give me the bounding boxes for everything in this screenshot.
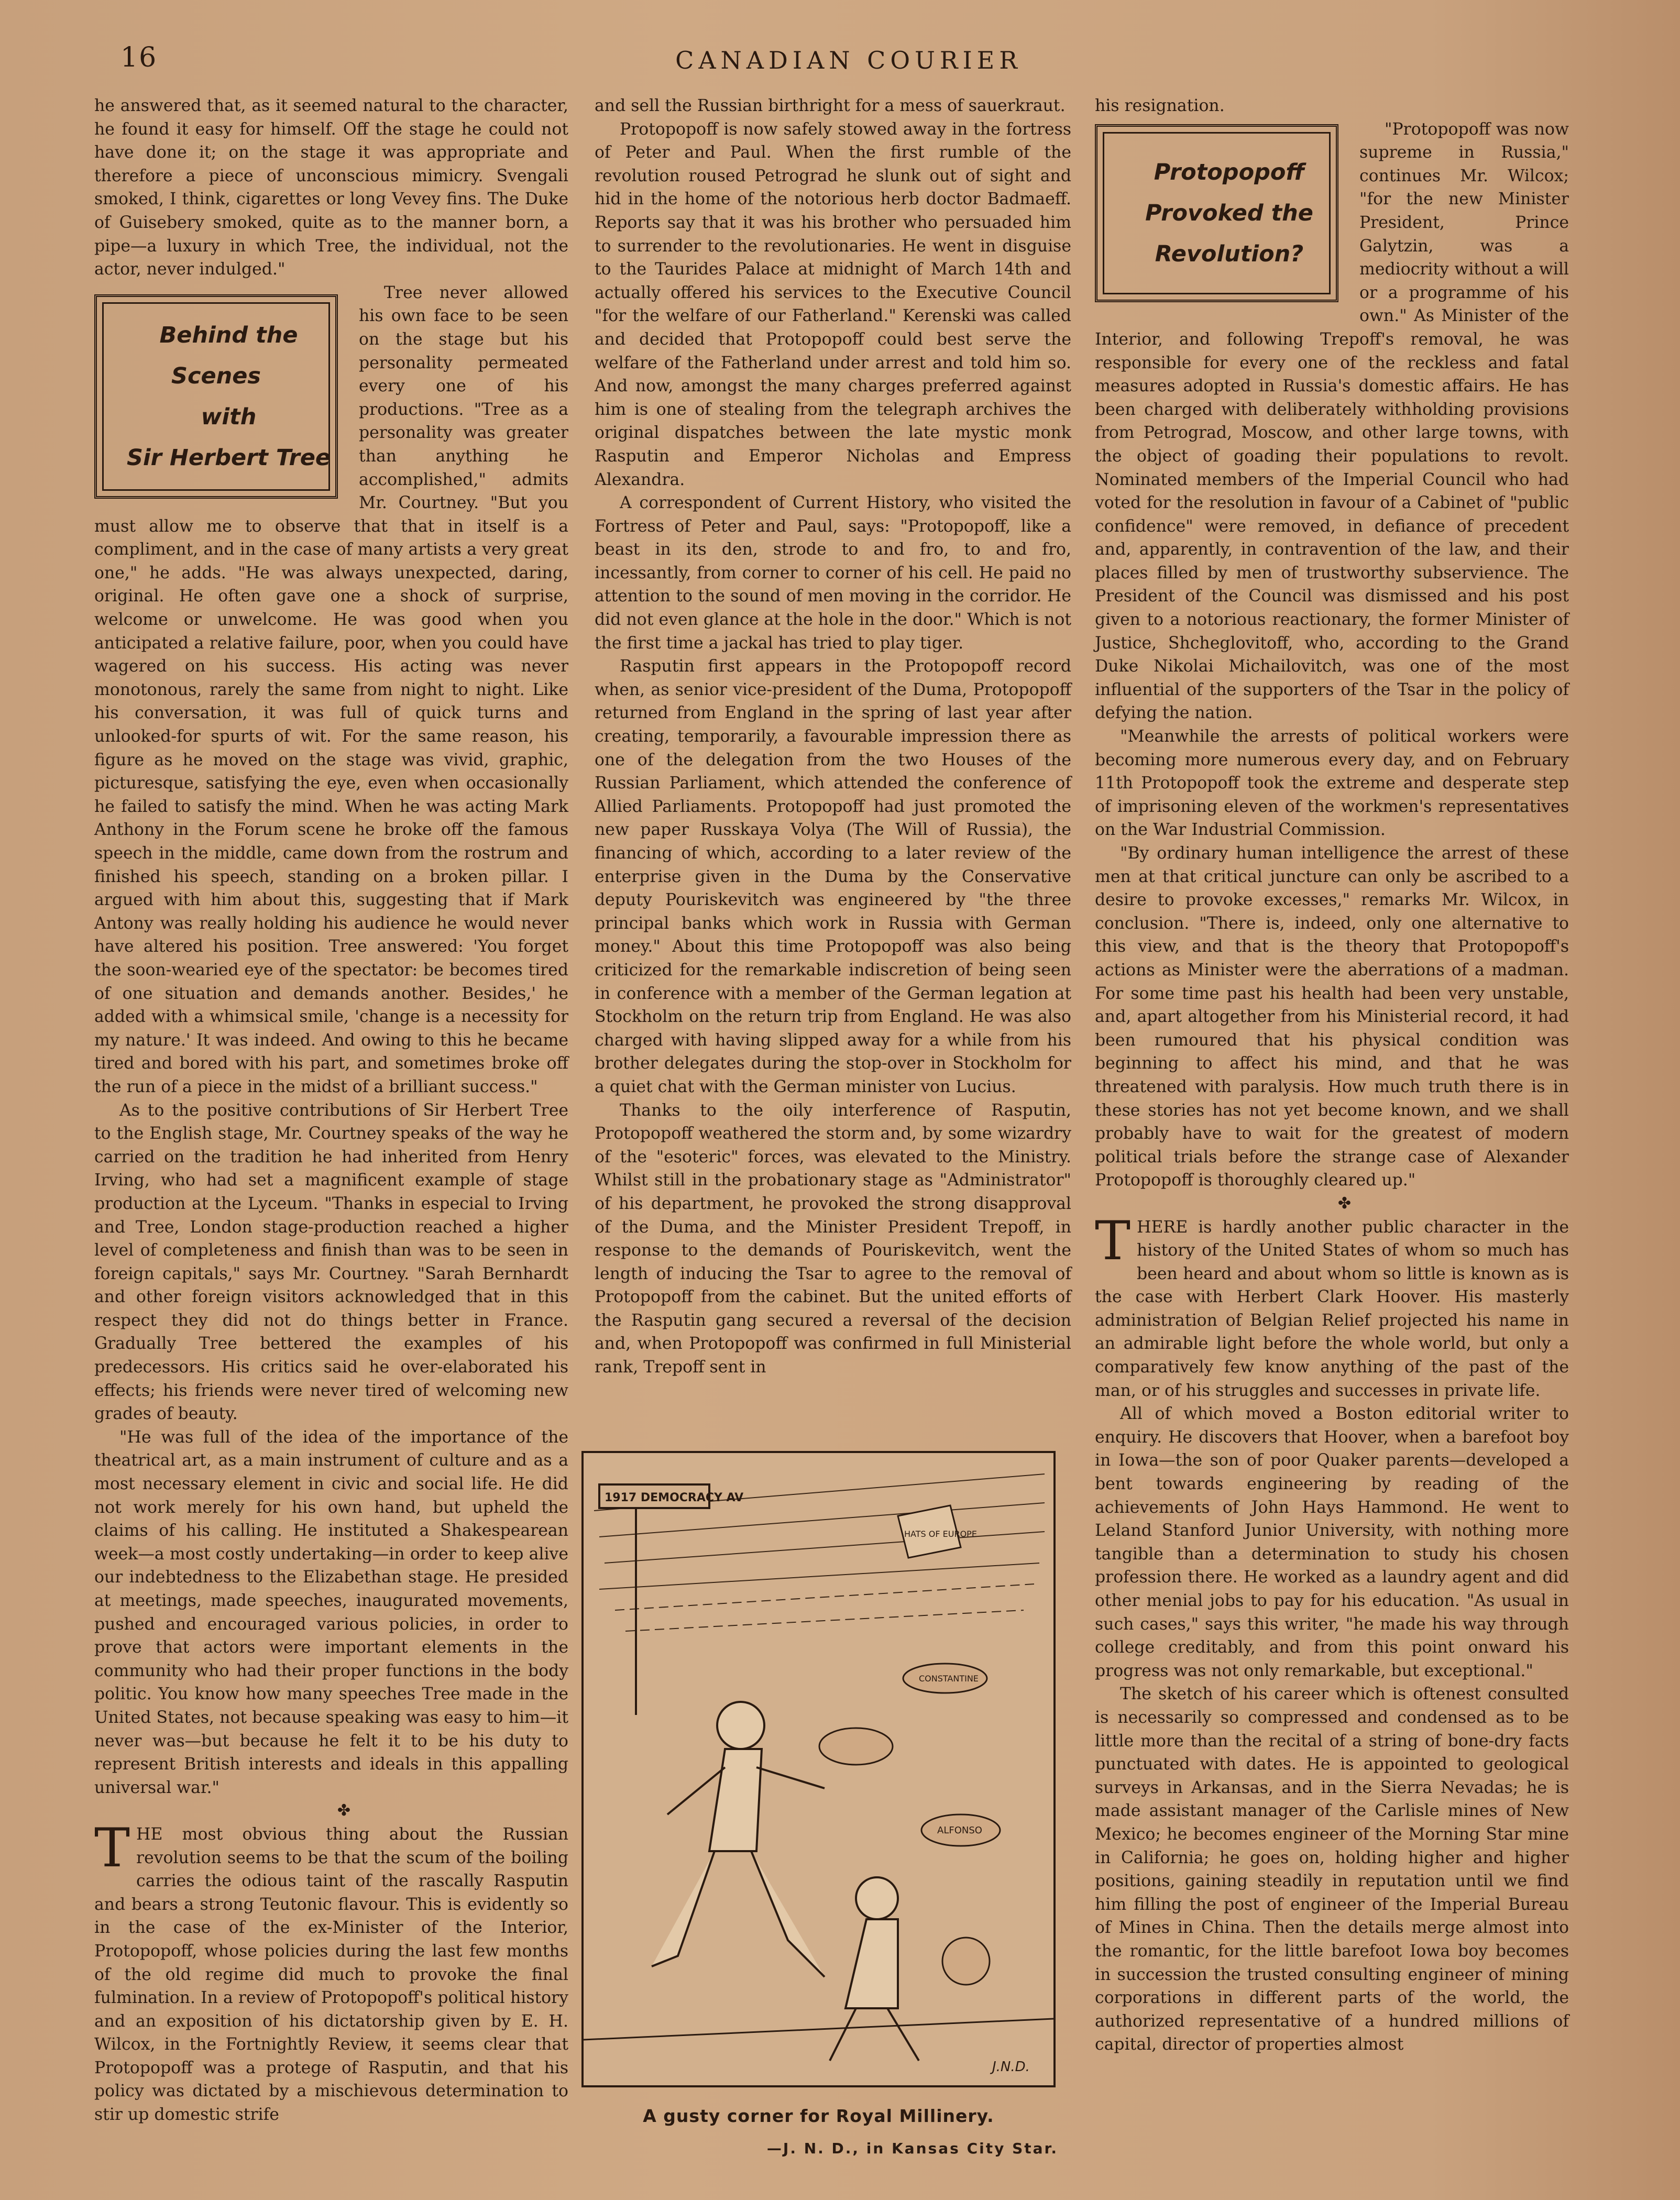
paragraph: his resignation.	[1095, 96, 1225, 115]
pull-quote-line: with	[201, 403, 257, 430]
paragraph: The sketch of his career which is oftenest consulted is necessarily so compressed and condensed as to be little more than the recital of a string of bone-dry facts punctuated with dates. He is appointed to geological surveys in Arkansas, and in the Sierra Nevadas; he is made assistant manager of the Carlisle mines of New Mexico; he becomes engineer of the Morning Star mine in California; he goes on, holding higher and higher positions, gaining steadily in reputation until we find him filling the post of engineer of the Imperial Bureau of Mines in China. Then the details merge almost into the romantic, for the little barefoot Iowa boy becomes in succession the trusted consulting engineer of mining corporations in different parts of the world, the authorized representative of a hundred millions of capital, director of properties almost	[1095, 1685, 1569, 2054]
pull-quote-line: Provoked the	[1145, 200, 1313, 226]
column-middle	[595, 94, 1071, 1379]
paragraph: As to the positive contributions of Sir Herbert Tree to the English stage, Mr. Courtney speaks of the way he carried on the tradition he had inherited from Henry Irving, who had set a magnificent example of stage production at the Lyceum. "Thanks in especial to Irving and Tree, London stage-production reached a higher level of completeness and finish than was to be seen in foreign capitals," says Mr. Courtney. "Sarah Bernhardt and other foreign visitors acknowledged that in this respect they did not do things better in France. Gradually Tree bettered the examples of his predecessors. His critics said he over-elaborated his effects; his friends were never tired of welcoming new grades of beauty.	[94, 1101, 568, 1424]
publication-title: CANADIAN COURIER	[675, 46, 1022, 74]
cartoon-illustration	[584, 1453, 1053, 2085]
artist-signature: J.N.D.	[992, 2059, 1030, 2075]
pull-quote-line: Protopopoff	[1154, 159, 1305, 185]
paragraph: A correspondent of Current History, who visited the Fortress of Peter and Paul, says: "Protopopoff, like a beast in its den, strode to and fro, to and fro, incessantly, from corner to corner of his cell. He paid no attention to the sound of men moving in the corridor. He did not even glance at the hole in the door." Which is not the first time a jackal has tried to play tiger.	[595, 493, 1071, 653]
paragraph	[94, 281, 568, 1099]
pull-quote-line: Behind the Scenes	[159, 322, 298, 389]
running-figure	[652, 1702, 825, 1977]
section-ornament: ✤	[1337, 1194, 1352, 1213]
paragraph-text: "Protopopoff was now supreme in Russia," continues Mr. Wilcox; "for the new Minister President, Prince Galytzin, was a mediocrity without a will or a programme of his own." As Minister of the Interior, and following Trepoff's removal, he was responsible for every one of the reckless and fatal measures adopted in Russia's domestic affairs. He has been charged with deliberately withholding provisions from Petrograd, Moscow, and other large towns, with the object of goading their populations to revolt. Nominated members of the Imperial Council who had voted for the resolution in favour of a Cabinet of "public confidence" were removed, in defiance of precedent and, apparently, in contravention of the law, and their places filled by men of trustworthy subservience. The President of the Council was dismissed and his post given to a notorious reactionary, the former Minister of Justice, Shcheglovitoff, who, according to the Grand Duke Nikolai Michailovitch, was one of the most influential of the supporters of the Tsar in the policy of defying the nation.	[1095, 119, 1569, 723]
paragraph-text: Tree never allowed his own face to be seen on the stage but his personality permeated every one of his productions. "Tree as a personality was greater than anything he accomplished," admits Mr. Courtney. "But you must allow me to observe that that in itself is a compliment, and in the case of many artists a very great one," he adds. "He was always unexpected, daring, original. He often gave one a shock of surprise, welcome or unwelcome. He was good when you anticipated a relative failure, poor, when you could have wagered on his success. His acting was never monotonous, rarely the same from night to night. Like his conversation, it was full of quick turns and unlooked-for spurts of wit. For the same reason, his figure as he moved on the stage was vivid, graphic, picturesque, satisfying the eye, even when occasionally he failed to satisfy the mind. When he was acting Mark Anthony in the Forum scene he broke off the famous speech in the middle, came down from the rostrum and finished his speech, standing on a broken pillar. I argued with him about this, suggesting that if Mark Antony was really holding his audience he would never have altered his position. Tree answered: 'You forget the soon-wearied eye of the spectator: be becomes tired of one situation and demands another. Besides,' he added with a whimsical smile, 'change is a necessity for my nature.' It was indeed. And owing to this he became tired and bored with his part, and sometimes broke off the run of a piece in the midst of a brilliant success."	[94, 283, 568, 1096]
drop-cap: T	[94, 1817, 130, 1879]
paragraph: All of which moved a Boston editorial writer to enquiry. He discovers that Hoover, when a barefoot boy in Iowa—the son of poor Quaker parents—developed a bent towards engineering by reading of the achievements of John Hays Hammond. He went to Leland Stanford Junior University, with nothing more tangible than a determination to study his chosen profession there. He worked as a laundry agent and did other menial jobs to pay for his education. "As usual in such cases," says this writer, "he made his way through college creditably, and from this point onward his progress was not only remarkable, but exceptional."	[1095, 1404, 1569, 1680]
paragraph-text: HE most obvious thing about the Russian revolution seems to be that the scum of the boiling carries the odious taint of the rascally Rasputin and bears a strong Teutonic flavour. This is evidently so in the case of the ex-Minister of the Interior, Protopopoff, whose policies during the last few months of the old regime did much to provoke the final fulmination. In a review of Protopopoff's political history and an exposition of his dictatorship given by E. H. Wilcox, in the Fortnightly Review, it seems clear that Protopopoff was a protege of Rasputin, and that his policy was dictated by a mischievous determination to stir up domestic strife	[94, 1824, 568, 2125]
drop-cap: T	[1095, 1209, 1131, 1272]
paragraph: Rasputin first appears in the Protopopoff record when, as senior vice-president of the Duma, Protopopoff returned from England in the spring of last year after creating, temporarily, a favourable impression there as one of the delegation from the two Houses of the Russian Parliament, which attended the conference of Allied Parliaments. Protopopoff had just promoted the new paper Russkaya Volya (The Will of Russia), the financing of which, according to a later review of the enterprise given in the Duma by the Conservative deputy Pouriskevitch was engineered by "the three principal banks which work in Russia with German money." About this time Protopopoff was also being criticized for the remarkable indiscretion of being seen in conference with a member of the German legation at Stockholm on the return trip from England. He was also charged with having slipped away for a while from his brother delegates during the stop-over in Stockholm for a quiet chat with the German minister von Lucius.	[595, 657, 1071, 1096]
page-number: 16	[120, 42, 158, 73]
chasing-figure	[830, 1877, 919, 2061]
rolling-hat	[942, 1938, 990, 1985]
cartoon-credit: —J. N. D., in Kansas City Star.	[766, 2140, 1058, 2157]
hat-label: ALFONSO	[937, 1825, 982, 1836]
crown-box-label: CONSTANTINE	[919, 1674, 979, 1684]
pull-quote-line: Sir Herbert Tree	[126, 444, 331, 471]
paragraph	[1095, 118, 1569, 725]
section-ornament: ✤	[337, 1801, 351, 1820]
cartoon-caption: A gusty corner for Royal Millinery.	[643, 2106, 994, 2126]
column-left	[94, 94, 568, 2127]
street-sign-text: 1917 DEMOCRACY AV	[605, 1491, 744, 1504]
paragraph: "Meanwhile the arrests of political workers were becoming more numerous every day, and on February 11th Protopopoff took the extreme and desperate step of imprisoning eleven of the workmen's representatives on the War Industrial Commission.	[1095, 727, 1569, 840]
paragraph: Protopopoff is now safely stowed away in the fortress of Peter and Paul. When the first rumble of the revolution roused Petrograd he slunk out of sight and hid in the home of the notorious herb doctor Badmaeff. Reports say that it was his brother who persuaded him to surrender to the revolutionaries. He went in disguise to the Taurides Palace at midnight of March 14th and actually offered his services to the Executive Council "for the welfare of our Fatherland." Kerenski was called and decided that Protopopoff could best serve the welfare of the Fatherland under arrest and told him so. And now, amongst the many charges preferred against him is one of stealing from the telegraph archives the original dispatches between the late mystic monk Rasputin and Emperor Nicholas and Empress Alexandra.	[595, 119, 1071, 489]
paragraph	[1095, 1209, 1569, 1403]
paragraph-text: HERE is hardly another public character in the history of the United States of whom so much has been heard and about whom so little is known as is the case with Herbert Clark Hoover. His masterly administration of Belgian Relief projected his name in an admirable light before the whole world, but only a comparatively few know anything of the past of the man, or of his struggles and successes in private life.	[1095, 1217, 1569, 1400]
paragraph: he answered that, as it seemed natural to the character, he found it easy for himself. Off the stage he could not have done it; on the stage it was appropriate and therefore a piece of unconscious mimicry. Svengali smoked, I think, cigarettes or long Vevey fins. The Duke of Guisebery smoked, quite as to the manner born, a pipe—a luxury in which Tree, the individual, not the actor, never indulged."	[94, 96, 568, 279]
flying-hat	[819, 1728, 893, 1765]
paragraph: "By ordinary human intelligence the arrest of these men at that critical juncture can only be ascribed to a desire to provoke excesses," remarks Mr. Wilcox, in conclusion. "There is, indeed, only one alternative to this view, and that is the theory that Protopopoff's actions as Minister were the aberrations of a madman. For some time past his health had been very unstable, and, apart altogether from his Ministerial record, it had been rumoured that his physical condition was beginning to affect his mind, and that he was threatened with paralysis. How much truth there is in these stories has not yet become known, and we shall probably have to wait for the greatest of modern political trials before the strange case of Alexander Protopopoff is thoroughly cleared up."	[1095, 844, 1569, 1190]
paragraph: Thanks to the oily interference of Rasputin, Protopopoff weathered the storm and, by some wizardry of the "esoteric" forces, was elevated to the Ministry. Whilst still in the probationary stage as "Administrator" of his department, he provoked the strong disapproval of the Duma, and the Minister President Trepoff, in response to the demands of Pouriskevitch, went the length of inducing the Tsar to agree to the removal of Protopopoff from the cabinet. But the united efforts of the Rasputin gang secured a reversal of the decision and, when Protopopoff was confirmed in full Ministerial rank, Trepoff sent in	[595, 1101, 1071, 1377]
editorial-cartoon	[581, 1451, 1056, 2087]
pull-quote-box-tree	[94, 294, 338, 499]
paragraph: "He was full of the idea of the importance of the theatrical art, as a main instrument of culture and as a most necessary element in civic and social life. He did not work merely for his own hand, but upheld the claims of his calling. He instituted a Shakespearean week—a most costly undertaking—in order to keep alive our indebtedness to the Elizabethan stage. He presided at meetings, made speeches, inaugurated movements, pushed and encouraged various policies, in order to prove that actors were important elements in the community who had their proper functions in the body politic. You know how many speeches Tree made in the United States, not because speaking was easy to him—it never was—but because he felt it to be his duty to represent British interests and ideals in this appalling universal war."	[94, 1427, 568, 1797]
pull-quote-box-protopopoff	[1095, 124, 1338, 302]
pull-quote-line: Revolution?	[1155, 240, 1304, 267]
ground-line	[584, 2019, 1053, 2040]
wind-streak	[615, 1584, 1034, 1631]
flying-hat-label: HATS OF EUROPE	[904, 1529, 977, 1539]
column-right	[1095, 94, 1569, 2056]
paragraph	[94, 1817, 568, 2127]
paragraph: and sell the Russian birthright for a mess of sauerkraut.	[595, 96, 1066, 115]
